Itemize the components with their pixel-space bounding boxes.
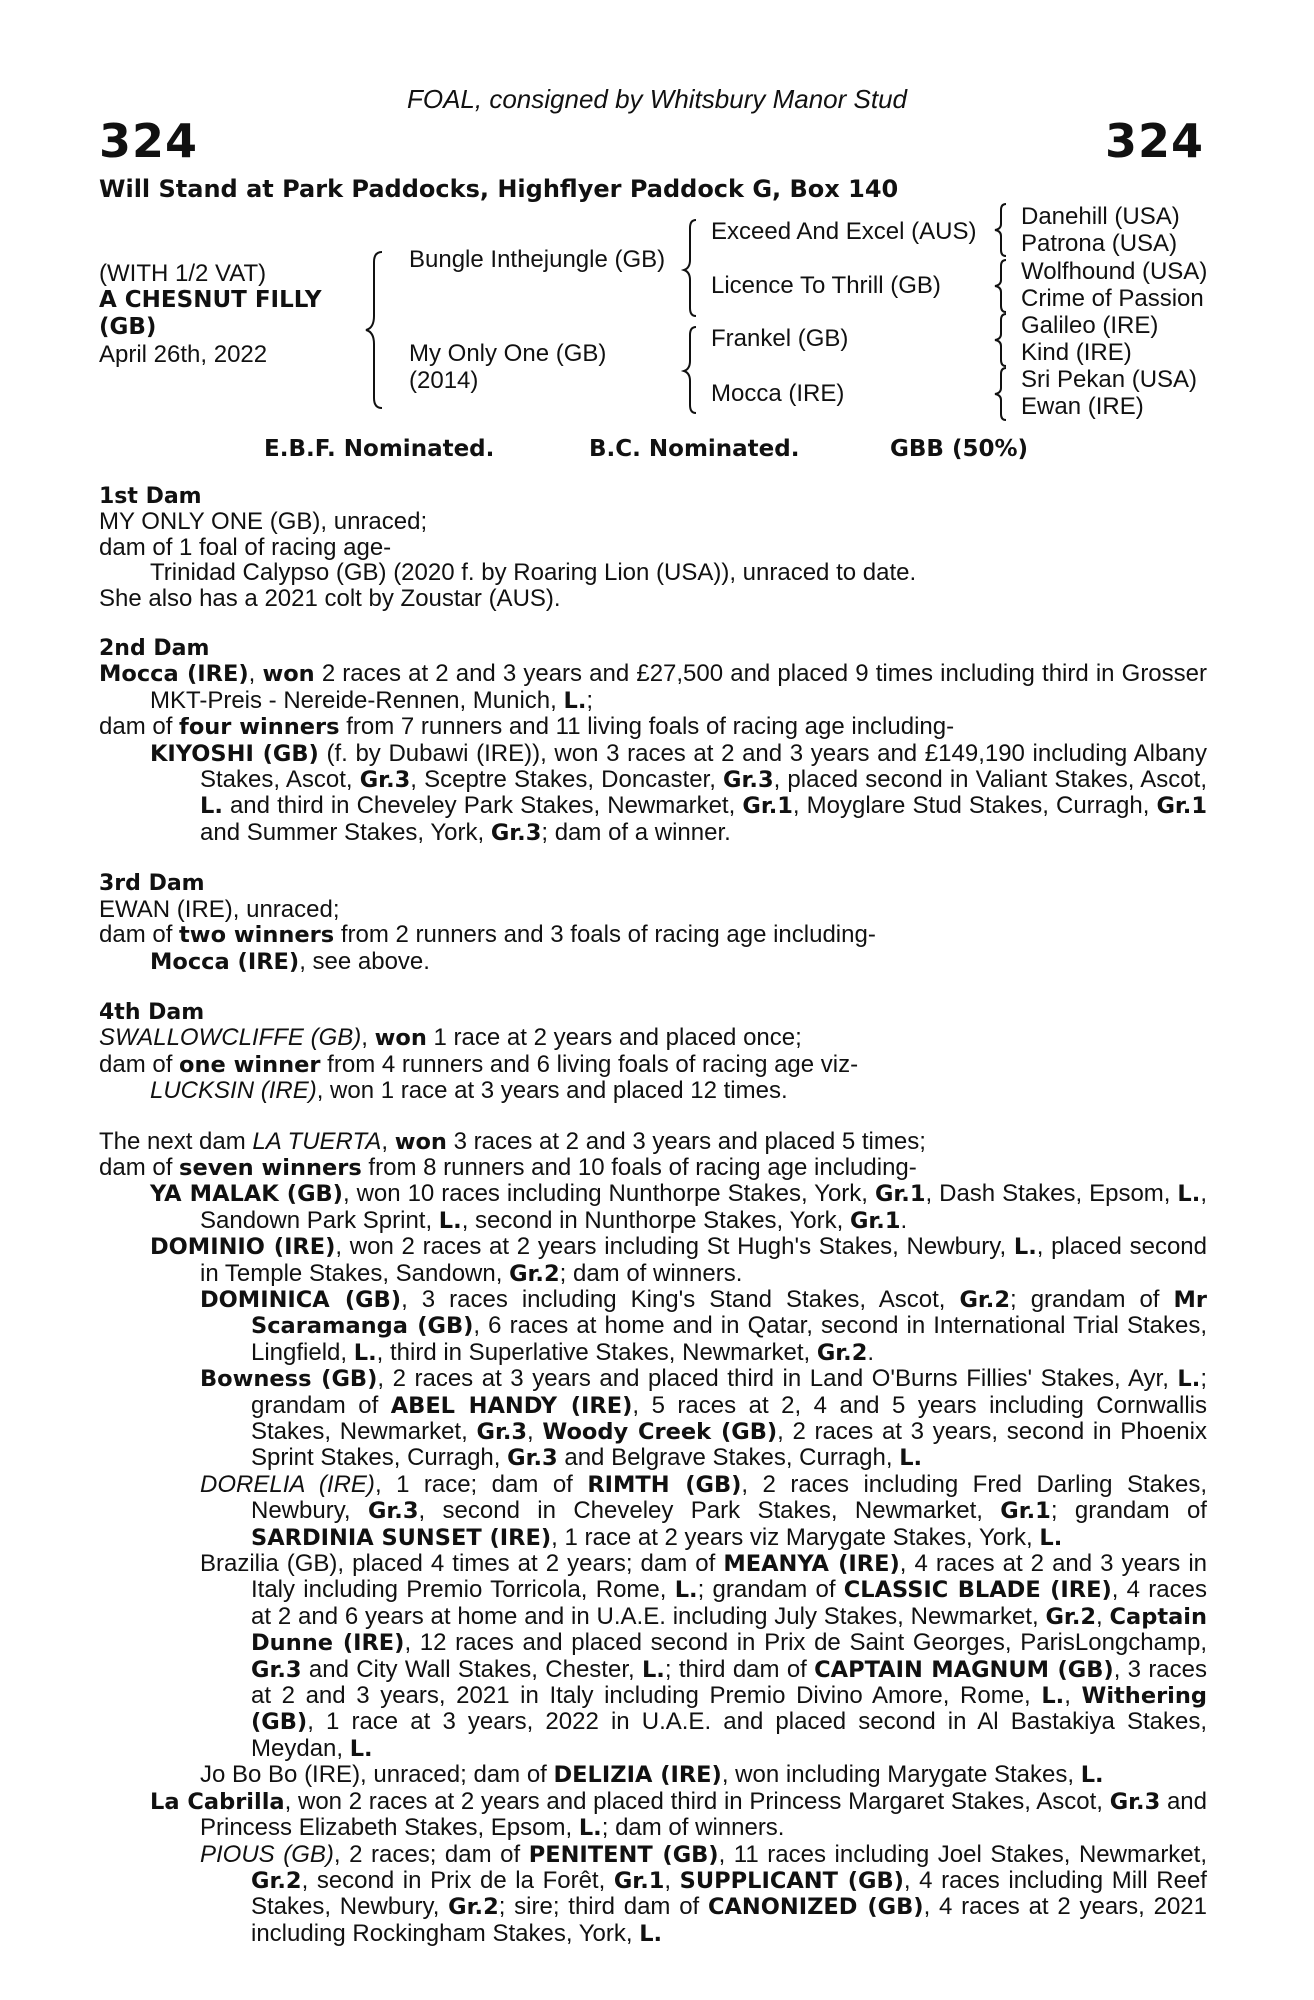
stand-location: Will Stand at Park Paddocks, Highflyer Paddock G, Box 140 xyxy=(99,175,899,203)
lot-number-right: 324 xyxy=(1104,114,1204,168)
lot-description: A CHESNUT FILLY xyxy=(99,287,322,313)
ya-malak-record: YA MALAK (GB), won 10 races including Nunthorpe Stakes, York, Gr.1, Dash Stakes, Epsom, L., Sandown Park Sprint, L., second in Nunthorpe Stakes, York, Gr.1. xyxy=(150,1180,1207,1234)
first-dam-note: She also has a 2021 colt by Zoustar (AUS). xyxy=(99,584,561,612)
bc-nomination: B.C. Nominated. xyxy=(589,436,800,462)
horse-name: Mocca (IRE) xyxy=(99,661,249,688)
dominio-record: DOMINIO (IRE), won 2 races at 2 years including St Hugh's Stakes, Newbury, L., placed second in Temple Stakes, Sandown, Gr.2; dam of winners. xyxy=(150,1233,1207,1287)
second-dam-heading: 2nd Dam xyxy=(99,636,210,662)
fourth-dam-heading: 4th Dam xyxy=(99,999,205,1025)
pedigree-brace-g2 xyxy=(990,258,1010,314)
pedigree-brace-dam xyxy=(680,325,700,415)
pedigree-dam-sire: Frankel (GB) xyxy=(711,325,849,352)
pedigree-brace-g3 xyxy=(990,312,1010,368)
won-label: won xyxy=(262,661,315,688)
fourth-dam-produce: dam of one winner from 4 runners and 6 living foals of racing age viz- xyxy=(99,1050,859,1078)
pedigree-sire-sire: Exceed And Excel (AUS) xyxy=(711,218,977,245)
pedigree-g3-8: Ewan (IRE) xyxy=(1021,393,1144,420)
first-dam-foal: Trinidad Calypso (GB) (2020 f. by Roaring Lion (USA)), unraced to date. xyxy=(150,559,917,587)
second-dam-produce: dam of four winners from 7 runners and 11 living foals of racing age including- xyxy=(99,713,955,741)
next-dam-line: The next dam LA TUERTA, won 3 races at 2 and 3 years and placed 5 times; xyxy=(99,1127,926,1155)
pedigree-g3-6: Kind (IRE) xyxy=(1021,339,1132,366)
first-dam-heading: 1st Dam xyxy=(99,484,202,509)
dorelia-record: DORELIA (IRE), 1 race; dam of RIMTH (GB), 2 races including Fred Darling Stakes, Newbury, Gr.3, second in Cheveley Park Stakes, Newmarket, Gr.1; grandam of SARDINIA SUNSET (IRE), 1 race at 2 years viz Marygate Stakes, York, L. xyxy=(200,1470,1207,1551)
next-dam-produce: dam of seven winners from 8 runners and 10 foals of racing age including- xyxy=(99,1153,917,1181)
third-dam-produce: dam of two winners from 2 runners and 3 foals of racing age including- xyxy=(99,921,876,949)
fourth-dam-line: SWALLOWCLIFFE (GB), won 1 race at 2 years and placed once; xyxy=(99,1024,802,1052)
vat-note: (WITH 1/2 VAT) xyxy=(99,260,267,287)
catalogue-body xyxy=(99,484,1207,1947)
foaling-date: April 26th, 2022 xyxy=(99,341,268,368)
pedigree-dam-year: (2014) xyxy=(409,367,479,394)
pedigree-g3-5: Galileo (IRE) xyxy=(1021,312,1159,339)
third-dam-foal: Mocca (IRE), see above. xyxy=(150,947,430,975)
lot-description-country: (GB) xyxy=(99,314,157,340)
first-dam-line: MY ONLY ONE (GB), unraced; xyxy=(99,508,428,536)
pedigree-brace-g4 xyxy=(990,366,1010,422)
third-dam-line: EWAN (IRE), unraced; xyxy=(99,895,340,923)
pedigree-sire-dam: Licence To Thrill (GB) xyxy=(711,272,941,299)
pedigree-g3-7: Sri Pekan (USA) xyxy=(1021,366,1198,393)
pedigree-brace-g1 xyxy=(990,202,1010,258)
consignor-line: FOAL, consigned by Whitsbury Manor Stud xyxy=(406,84,907,114)
kiyoshi-record: KIYOSHI (GB) (f. by Dubawi (IRE)), won 3 races at 2 and 3 years and £149,190 including Albany Stakes, Ascot, Gr.3, Sceptre Stakes, Doncaster, Gr.3, placed second in Valiant Stakes, Ascot, L. and third in Cheveley Park Stakes, Newmarket, Gr.1, Moyglare Stud Stakes, Curragh, Gr.1 and Summer Stakes, York, Gr.3; dam of a winner. xyxy=(150,739,1208,846)
second-dam-record: Mocca (IRE), won 2 races at 2 and 3 years and £27,500 and placed 9 times including third in Grosser MKT-Preis - Nereide-Rennen, Munich, L.; xyxy=(99,660,1207,714)
jo-bo-bo-record: Jo Bo Bo (IRE), unraced; dam of DELIZIA (IRE), won including Marygate Stakes, L. xyxy=(200,1761,1104,1789)
pedigree-g3-3: Wolfhound (USA) xyxy=(1021,258,1208,285)
third-dam-heading: 3rd Dam xyxy=(99,871,205,897)
pedigree-g3-2: Patrona (USA) xyxy=(1021,230,1178,257)
bowness-record: Bowness (GB), 2 races at 3 years and placed third in Land O'Burns Fillies' Stakes, Ayr, L.; grandam of ABEL HANDY (IRE), 5 races at 2, 4 and 5 years including Cornwallis Stakes, Newmarket, Gr.3, Woody Creek (GB), 2 races at 3 years, second in Phoenix Sprint Stakes, Curragh, Gr.3 and Belgrave Stakes, Curragh, L. xyxy=(200,1365,1208,1472)
horse-name: KIYOSHI (GB) xyxy=(150,740,319,767)
first-dam-produce-line: dam of 1 foal of racing age- xyxy=(99,533,392,561)
pious-record: PIOUS (GB), 2 races; dam of PENITENT (GB), 11 races including Joel Stakes, Newmarket, Gr.2, second in Prix de la Forêt, Gr.1, SUPPLICANT (GB), 4 races including Mill Reef Stakes, Newbury, Gr.2; sire; third dam of CANONIZED (GB), 4 races at 2 years, 2021 including Rockingham Stakes, York, L. xyxy=(200,1840,1207,1947)
gbb-nomination: GBB (50%) xyxy=(890,436,1029,462)
pedigree-brace-sire xyxy=(680,218,700,318)
lucksin-record: LUCKSIN (IRE), won 1 race at 3 years and placed 12 times. xyxy=(150,1077,788,1105)
dominica-record: DOMINICA (GB), 3 races including King's Stand Stakes, Ascot, Gr.2; grandam of Mr Scaramanga (GB), 6 races at home and in Qatar, second in International Trial Stakes, Lingfield, L., third in Superlative Stakes, Newmarket, Gr.2. xyxy=(200,1285,1207,1366)
brazilia-record: Brazilia (GB), placed 4 times at 2 years; dam of MEANYA (IRE), 4 races at 2 and 3 years in Italy including Premio Torricola, Rome, L.; grandam of CLASSIC BLADE (IRE), 4 races at 2 and 6 years at home and in U.A.E. including July Stakes, Newmarket, Gr.2, Captain Dunne (IRE), 12 races and placed second in Prix de Saint Georges, ParisLongchamp, Gr.3 and City Wall Stakes, Chester, L.; third dam of CAPTAIN MAGNUM (GB), 3 races at 2 and 3 years, 2021 in Italy including Premio Divino Amore, Rome, L., Withering (GB), 1 race at 3 years, 2022 in U.A.E. and placed second in Al Bastakiya Stakes, Meydan, L. xyxy=(200,1550,1208,1762)
pedigree-g3-4: Crime of Passion xyxy=(1021,285,1204,312)
la-cabrilla-record: La Cabrilla, won 2 races at 2 years and placed third in Princess Margaret Stakes, Ascot, Gr.3 and Princess Elizabeth Stakes, Epsom, L.; dam of winners. xyxy=(150,1787,1208,1842)
ebf-nomination: E.B.F. Nominated. xyxy=(264,436,495,462)
lot-number-left: 324 xyxy=(99,114,199,168)
pedigree-sire: Bungle Inthejungle (GB) xyxy=(409,246,666,273)
pedigree-brace-gen1 xyxy=(360,250,390,410)
pedigree-dam: My Only One (GB) xyxy=(409,340,607,367)
pedigree-dam-dam: Mocca (IRE) xyxy=(711,380,845,407)
pedigree-g3-1: Danehill (USA) xyxy=(1021,203,1180,230)
